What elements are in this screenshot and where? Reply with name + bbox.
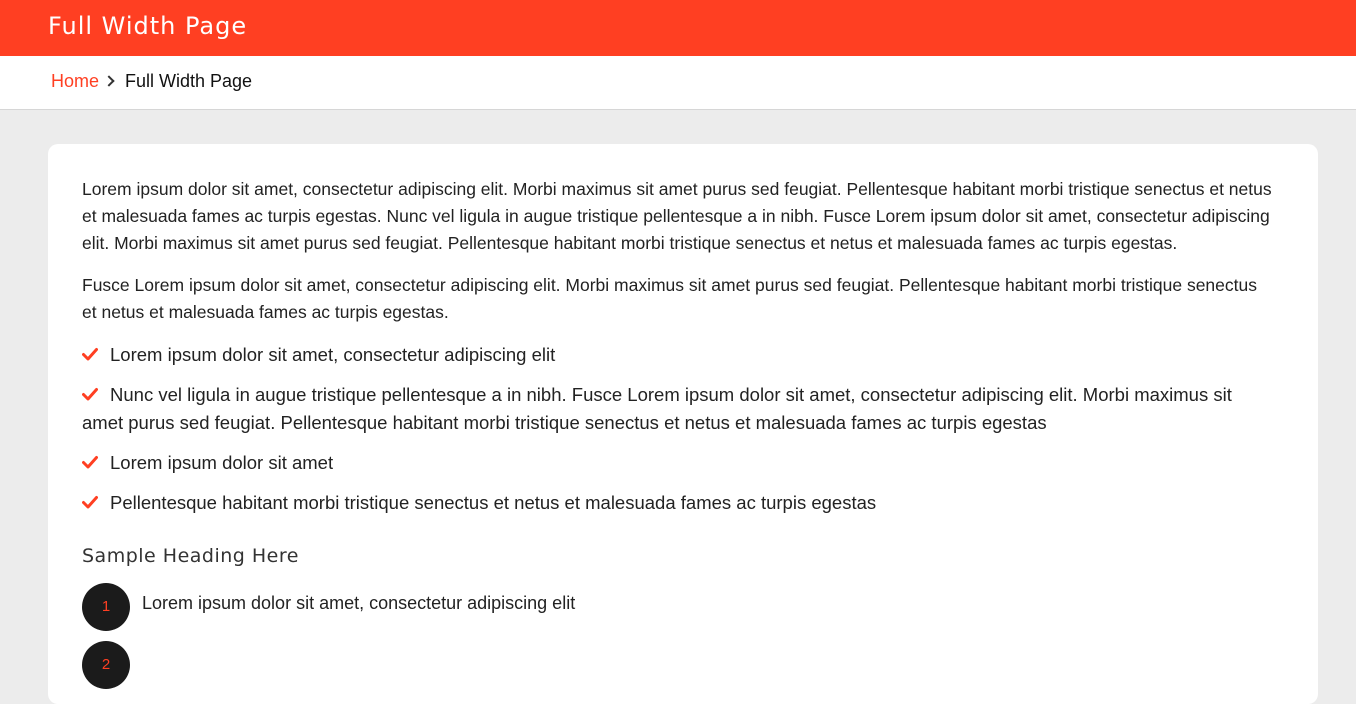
check-icon bbox=[82, 346, 98, 362]
section-heading: Sample Heading Here bbox=[82, 545, 299, 567]
chevron-right-icon bbox=[103, 75, 114, 86]
check-icon bbox=[82, 494, 98, 510]
breadcrumb-current: Full Width Page bbox=[125, 71, 253, 91]
content-card bbox=[48, 144, 1318, 704]
numbered-list bbox=[82, 583, 1272, 689]
page-title: Full Width Page bbox=[48, 12, 248, 40]
content-body bbox=[82, 176, 1272, 699]
check-list-item bbox=[82, 341, 1272, 369]
page-header bbox=[0, 0, 1356, 56]
breadcrumb-home-link[interactable]: Home bbox=[51, 71, 100, 91]
number-badge: 2 bbox=[82, 641, 130, 689]
breadcrumb bbox=[51, 69, 252, 93]
check-list-text: Lorem ipsum dolor sit amet, consectetur adipiscing elit bbox=[110, 344, 556, 365]
check-icon bbox=[82, 386, 98, 402]
paragraph: Fusce Lorem ipsum dolor sit amet, consectetur adipiscing elit. Morbi maximus sit amet purus sed feugiat. Pellentesque habitant morbi tristique senectus et netus et malesuada fames ac turpis egestas. bbox=[82, 275, 1257, 322]
numbered-list-item bbox=[82, 583, 1272, 631]
paragraph: Lorem ipsum dolor sit amet, consectetur adipiscing elit. Morbi maximus sit amet purus sed feugiat. Pellentesque habitant morbi tristique senectus et netus et malesuada fames ac turpis egestas. Nunc vel ligula in augue tristique pellentesque a in nibh. Fusce Lorem ipsum dolor sit amet, consectetur adipiscing elit. Morbi maximus sit amet purus sed feugiat. Pellentesque habitant morbi tristique senectus et netus et malesuada fames ac turpis egestas. bbox=[82, 179, 1272, 253]
check-list-item bbox=[82, 489, 1272, 517]
number-badge: 1 bbox=[82, 583, 130, 631]
check-list-item bbox=[82, 381, 1272, 437]
check-list-text: Lorem ipsum dolor sit amet bbox=[110, 452, 334, 473]
check-icon bbox=[82, 454, 98, 470]
numbered-list-text: Lorem ipsum dolor sit amet, consectetur adipiscing elit bbox=[142, 593, 576, 613]
breadcrumb-bar bbox=[0, 56, 1356, 110]
check-list-text: Nunc vel ligula in augue tristique pellentesque a in nibh. Fusce Lorem ipsum dolor sit amet, consectetur adipiscing elit. Morbi maximus sit amet purus sed feugiat. Pellentesque habitant morbi tristique senectus et netus et malesuada fames ac turpis egestas bbox=[82, 384, 1232, 433]
check-list-item bbox=[82, 449, 1272, 477]
check-list-text: Pellentesque habitant morbi tristique senectus et netus et malesuada fames ac turpis egestas bbox=[110, 492, 877, 513]
check-list bbox=[82, 341, 1272, 517]
numbered-list-item bbox=[82, 641, 1272, 689]
